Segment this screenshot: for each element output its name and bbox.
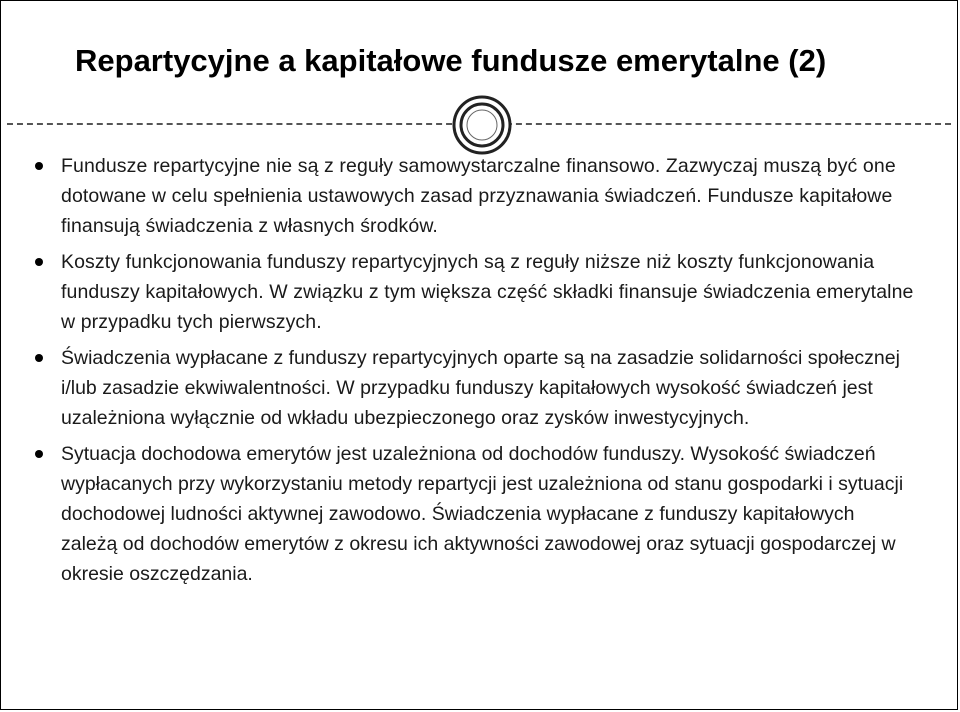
list-item bbox=[35, 247, 915, 337]
bullet-dot-icon bbox=[35, 354, 43, 362]
circle-ornament-icon bbox=[450, 93, 514, 157]
list-item bbox=[35, 439, 915, 589]
bullet-dot-icon bbox=[35, 162, 43, 170]
list-item bbox=[35, 343, 915, 433]
slide-title: Repartycyjne a kapitałowe fundusze emerytalne (2) bbox=[75, 43, 827, 78]
bullet-text: Świadczenia wypłacane z funduszy repartycyjnych oparte są na zasadzie solidarności społecznej i/lub zasadzie ekwiwalentności. W przypadku funduszy kapitałowych wysokość świadczeń jest uzależniona wyłącznie od wkładu ubezpieczonego oraz zysków inwestycyjnych. bbox=[61, 347, 900, 429]
bullet-list bbox=[35, 151, 915, 595]
bullet-dot-icon bbox=[35, 450, 43, 458]
bullet-text: Fundusze repartycyjne nie są z reguły samowystarczalne finansowo. Zazwyczaj muszą być one dotowane w celu spełnienia ustawowych zasad przyznawania świadczeń. Fundusze kapitałowe finansują świadczenia z własnych środków. bbox=[61, 155, 896, 237]
bullet-text: Koszty funkcjonowania funduszy repartycyjnych są z reguły niższe niż koszty funkcjonowania funduszy kapitałowych. W związku z tym większa część składki finansuje świadczenia emerytalne w przypadku tych pierwszych. bbox=[61, 251, 914, 333]
bullet-dot-icon bbox=[35, 258, 43, 266]
list-item bbox=[35, 151, 915, 241]
bullet-text: Sytuacja dochodowa emerytów jest uzależniona od dochodów funduszy. Wysokość świadczeń wypłacanych przy wykorzystaniu metody repartycji jest uzależniona od stanu gospodarki i sytuacji dochodowej ludności aktywnej zawodowo. Świadczenia wypłacane z funduszy kapitałowych zależą od dochodów emerytów z okresu ich aktywności zawodowej oraz sytuacji gospodarczej w okresie oszczędzania. bbox=[61, 443, 904, 585]
